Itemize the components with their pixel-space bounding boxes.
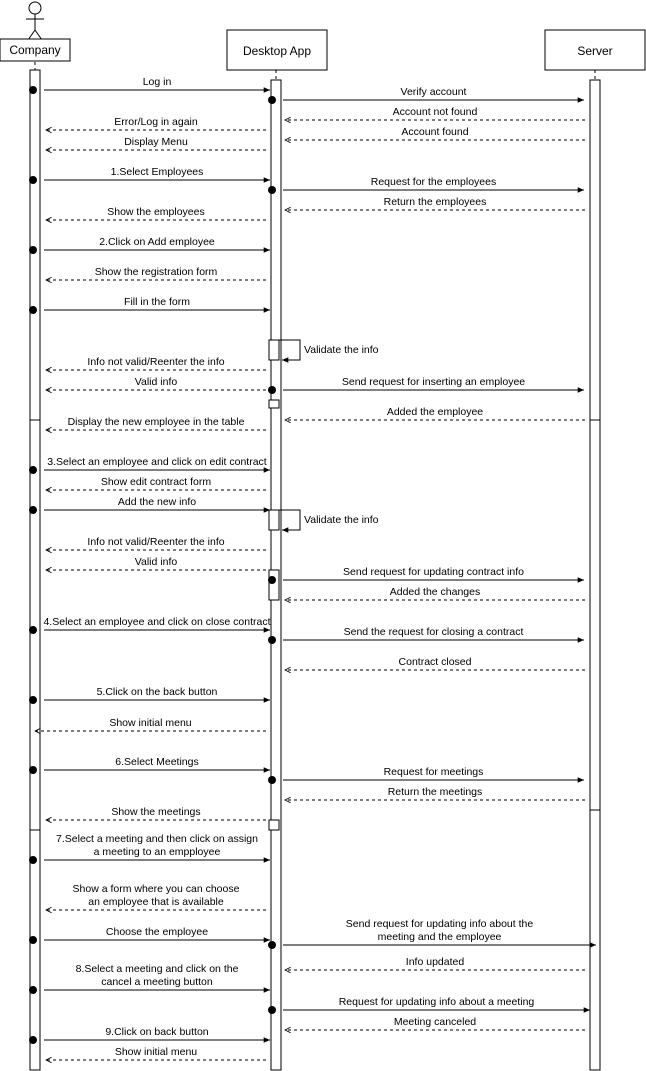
message-17 bbox=[268, 376, 584, 394]
message-start-dot bbox=[268, 776, 276, 784]
message-label: Account found bbox=[401, 126, 469, 138]
message-label: Meeting canceled bbox=[393, 1016, 477, 1028]
message-label: Show initial menu bbox=[109, 717, 192, 729]
message-19 bbox=[46, 416, 266, 430]
message-22 bbox=[29, 496, 270, 514]
message-label: Show initial menu bbox=[114, 1046, 198, 1058]
message-start-dot bbox=[268, 96, 276, 104]
message-start-dot bbox=[268, 941, 276, 949]
activation-server bbox=[590, 80, 600, 1070]
message-start-dot bbox=[29, 306, 37, 314]
message-label: Choose the employee bbox=[105, 926, 209, 938]
message-18 bbox=[285, 406, 585, 420]
message-start-dot bbox=[29, 506, 37, 514]
message-label: Request for the employees bbox=[370, 176, 497, 188]
message-label: Send the request for closing a contract bbox=[343, 626, 524, 638]
message-start-dot bbox=[268, 386, 276, 394]
message-20 bbox=[29, 456, 270, 474]
message-label: Send request for updating info about the bbox=[345, 918, 534, 930]
message-label: meeting and the employee bbox=[377, 931, 502, 943]
message-label: Send request for updating contract info bbox=[343, 566, 524, 578]
message-9 bbox=[285, 196, 585, 210]
participant-app-label: Desktop App bbox=[242, 44, 312, 58]
message-24 bbox=[46, 536, 266, 550]
message-35 bbox=[285, 786, 585, 800]
message-39 bbox=[29, 926, 270, 944]
message-12 bbox=[46, 266, 266, 280]
message-label: 5.Click on the back button bbox=[96, 686, 218, 698]
message-label: an employee that is available bbox=[88, 896, 224, 908]
message-label: Info not valid/Reenter the info bbox=[87, 356, 225, 368]
message-44 bbox=[285, 1016, 585, 1030]
message-label: Add the new info bbox=[117, 496, 197, 508]
message-28 bbox=[29, 616, 271, 634]
message-label: 2.Click on Add employee bbox=[99, 236, 215, 248]
message-2 bbox=[268, 86, 584, 104]
message-label: Fill in the form bbox=[124, 296, 190, 308]
message-40 bbox=[268, 918, 596, 949]
message-label: 1.Select Employees bbox=[110, 166, 204, 178]
message-label: cancel a meeting button bbox=[101, 976, 213, 988]
message-33 bbox=[29, 756, 270, 774]
message-label: Validate the info bbox=[304, 344, 379, 356]
message-start-dot bbox=[29, 766, 37, 774]
message-label: Send request for inserting an employee bbox=[341, 376, 526, 388]
message-label: Valid info bbox=[134, 376, 178, 388]
message-label: Request for meetings bbox=[383, 766, 484, 778]
message-37 bbox=[29, 833, 270, 864]
message-14 bbox=[277, 340, 379, 360]
message-start-dot bbox=[29, 986, 37, 994]
message-start-dot bbox=[29, 176, 37, 184]
message-start-dot bbox=[268, 1006, 276, 1014]
message-start-dot bbox=[29, 936, 37, 944]
message-27 bbox=[285, 586, 585, 600]
message-label: Return the meetings bbox=[387, 786, 483, 798]
message-32 bbox=[35, 717, 266, 731]
message-13 bbox=[29, 296, 270, 314]
message-label: Request for updating info about a meeting bbox=[338, 996, 535, 1008]
message-label: Error/Log in again bbox=[114, 116, 198, 128]
message-label: 9.Click on back button bbox=[105, 1026, 209, 1038]
message-start-dot bbox=[29, 626, 37, 634]
message-label: Info updated bbox=[405, 956, 465, 968]
message-label: Show a form where you can choose bbox=[72, 883, 240, 895]
message-start-dot bbox=[268, 186, 276, 194]
message-31 bbox=[29, 686, 270, 704]
message-label: Added the changes bbox=[389, 586, 481, 598]
message-25 bbox=[46, 556, 266, 570]
message-start-dot bbox=[29, 1036, 37, 1044]
message-label: Show edit contract form bbox=[100, 476, 212, 488]
message-label: Verify account bbox=[400, 86, 467, 98]
message-42 bbox=[29, 963, 270, 994]
message-38 bbox=[46, 883, 266, 910]
message-15 bbox=[46, 356, 266, 370]
message-1 bbox=[29, 76, 270, 94]
message-34 bbox=[268, 766, 584, 784]
message-8 bbox=[268, 176, 584, 194]
message-4 bbox=[46, 116, 266, 130]
message-label: Return the employees bbox=[383, 196, 487, 208]
message-label: Validate the info bbox=[304, 514, 379, 526]
message-11 bbox=[29, 236, 270, 254]
message-3 bbox=[285, 106, 585, 120]
message-label: Info not valid/Reenter the info bbox=[87, 536, 225, 548]
message-46 bbox=[46, 1046, 266, 1060]
message-start-dot bbox=[29, 246, 37, 254]
message-30 bbox=[285, 656, 585, 670]
message-label: Display Menu bbox=[124, 136, 188, 148]
message-16 bbox=[46, 376, 266, 390]
message-label: 6.Select Meetings bbox=[115, 756, 199, 768]
message-start-dot bbox=[29, 856, 37, 864]
message-start-dot bbox=[268, 576, 276, 584]
message-label: Log in bbox=[142, 76, 172, 88]
message-label: Added the employee bbox=[386, 406, 484, 418]
message-23 bbox=[277, 510, 379, 530]
message-label: 7.Select a meeting and then click on assign bbox=[56, 833, 258, 845]
message-label: 3.Select an employee and click on edit contract bbox=[47, 456, 267, 468]
message-label: Valid info bbox=[134, 556, 178, 568]
message-45 bbox=[29, 1026, 270, 1044]
message-label: Show the registration form bbox=[94, 266, 218, 278]
message-label: Show the meetings bbox=[111, 806, 201, 818]
actor-stick-figure bbox=[26, 2, 44, 40]
message-label: Show the employees bbox=[107, 206, 205, 218]
message-26 bbox=[268, 566, 584, 584]
message-label: 4.Select an employee and click on close contract bbox=[43, 616, 271, 628]
message-21 bbox=[46, 476, 266, 490]
message-29 bbox=[268, 626, 584, 644]
activation-app bbox=[269, 80, 281, 1070]
activation-company bbox=[30, 70, 40, 1070]
message-start-dot bbox=[29, 86, 37, 94]
message-start-dot bbox=[268, 636, 276, 644]
participant-server-label: Server bbox=[577, 44, 613, 58]
message-start-dot bbox=[29, 466, 37, 474]
message-start-dot bbox=[29, 696, 37, 704]
message-label: Display the new employee in the table bbox=[67, 416, 245, 428]
message-label: Account not found bbox=[392, 106, 478, 118]
message-6 bbox=[46, 136, 266, 150]
message-5 bbox=[285, 126, 585, 140]
message-label: 8.Select a meeting and click on the bbox=[75, 963, 239, 975]
participant-company-label: Company bbox=[9, 43, 61, 57]
message-label: a meeting to an empployee bbox=[93, 846, 221, 858]
message-7 bbox=[29, 166, 270, 184]
message-label: Contract closed bbox=[398, 656, 472, 668]
message-43 bbox=[268, 996, 590, 1014]
message-10 bbox=[46, 206, 266, 220]
message-36 bbox=[46, 806, 266, 820]
message-41 bbox=[285, 956, 585, 970]
